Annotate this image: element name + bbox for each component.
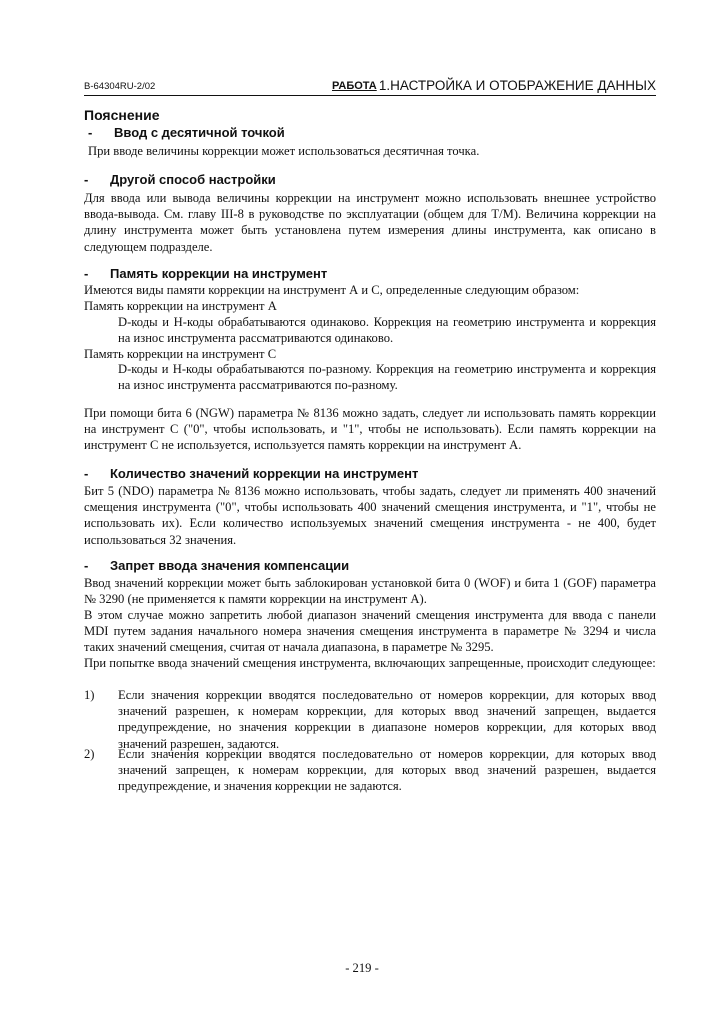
section-heading [84,466,418,481]
paragraph: Имеются виды памяти коррекции на инструмент А и С, определенные следующим образом: [84,283,580,297]
heading-text: Ввод с десятичной точкой [114,125,285,140]
paragraph: Ввод значений коррекции может быть заблокирован установкой бита 0 (WOF) и бита 1 (GOF) параметра № 3290 (не применяется к памяти коррекции на инструмент А). [84,576,656,607]
memory-a-text: D-коды и Н-коды обрабатываются одинаково. Коррекция на геометрию инструмента и коррекция на износ инструмента рассматриваются одинаково. [118,315,656,346]
memory-a-label: Память коррекции на инструмент А [84,299,277,313]
page-number: - 219 - [345,961,379,975]
paragraph: Для ввода или вывода величины коррекции на инструмент можно использовать внешнее устройство ввода-вывода. См. главу III-8 в руководстве по эксплуатации (общем для Т/М). Величина коррекции на длину инструмента может быть установлена путем измерения длины инструмента, как описано в следующем подразделе. [84,191,656,254]
heading-dash: - [84,266,89,281]
doc-code: B-64304RU-2/02 [84,81,156,92]
heading-text: Количество значений коррекции на инструмент [110,466,419,481]
list-item: Если значения коррекции вводятся последовательно от номеров коррекции, для которых ввод значений запрещен, к номерам коррекции, для которых ввод значений разрешен, выдается предупреждение, и значения коррекции не задаются. [118,747,656,794]
heading-text: Запрет ввода значения компенсации [110,558,350,573]
memory-c-label: Память коррекции на инструмент С [84,347,277,361]
section-heading [84,266,327,281]
heading-dash: - [88,125,93,140]
chapter-title: 1.НАСТРОЙКА И ОТОБРАЖЕНИЕ ДАННЫХ [378,78,656,93]
paragraph: При попытке ввода значений смещения инструмента, включающих запрещенные, происходит следующее: [84,656,656,670]
page-header [84,76,656,96]
paragraph: При вводе величины коррекции может использоваться десятичная точка. [88,144,480,158]
paragraph: Бит 5 (NDO) параметра № 8136 можно использовать, чтобы задать, следует ли применять 400 значений смещения инструмента ("0", чтобы использовать 400 значений смещения инструмента, и "1", чтобы не использовать их). Если количество используемых значений смещения инструмента - не 400, будет использоваться 32 значения. [84,484,656,547]
page-title: Пояснение [84,107,160,123]
heading-dash: - [84,466,89,481]
heading-dash: - [84,172,89,187]
list-item: Если значения коррекции вводятся последовательно от номеров коррекции, для которых ввод значений разрешен, к номерам коррекции, для которых ввод значений запрещен, выдается предупреждение, но значения коррекции в диапазоне номеров коррекции, для которых ввод значений разрешен, задаются. [118,688,656,751]
memory-c-text: D-коды и Н-коды обрабатываются по-разному. Коррекция на геометрию инструмента и коррекция на износ инструмента рассматриваются по-разному. [118,362,656,393]
paragraph: В этом случае можно запретить любой диапазон значений смещения инструмента для ввода с панели MDI путем задания начального номера значения смещения инструмента в параметре № 3294 и числа таких значений смещения, считая от начала диапазона, в параметре № 3295. [84,608,656,655]
list-item-number: 1) [84,688,95,702]
list-item-number: 2) [84,747,95,761]
heading-text: Другой способ настройки [110,172,276,187]
section-heading [84,558,349,573]
heading-text: Память коррекции на инструмент [110,266,328,281]
section-heading [88,125,285,140]
section-name: РАБОТА [332,80,377,92]
paragraph: При помощи бита 6 (NGW) параметра № 8136 можно задать, следует ли использовать память коррекции на инструмент С ("0", чтобы использовать, и "1", чтобы не использовать). Если память коррекции на инструмент С не используется, используется память коррекции на инструмент А. [84,406,656,453]
section-heading [84,172,276,187]
heading-dash: - [84,558,89,573]
